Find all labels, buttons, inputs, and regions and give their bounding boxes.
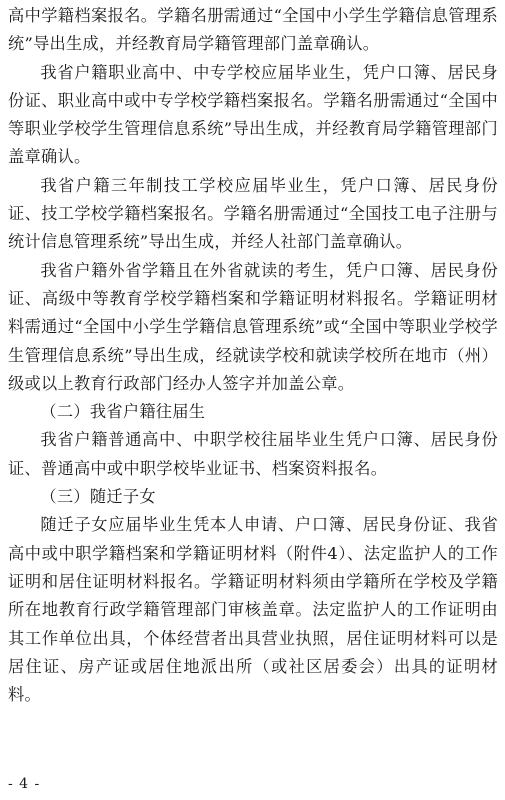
paragraph-technical-school: 我省户籍三年制技工学校应届毕业生，凭户口簿、居民身份证、技工学校学籍档案报名。学籍名册需通过“全国技工电子注册与统计信息管理系统”导出生成，并经人社部门盖章确认。 bbox=[8, 175, 498, 252]
section-heading-migrant-children: （三）随迁子女 bbox=[40, 487, 156, 507]
document-body bbox=[8, 2, 498, 709]
section-heading-previous-graduates: （二）我省户籍往届生 bbox=[40, 402, 206, 422]
paragraph-continuation: 高中学籍档案报名。学籍名册需通过“全国中小学生学籍信息管理系统”导出生成，并经教育局学籍管理部门盖章确认。 bbox=[8, 6, 498, 54]
page-number: - 4 - bbox=[8, 776, 41, 792]
paragraph-out-of-province-students: 我省户籍外省学籍且在外省就读的考生，凭户口簿、居民身份证、高级中等教育学校学籍档案和学籍证明材料报名。学籍证明材料需通过“全国中小学生学籍信息管理系统”或“全国中等职业学校学生管理信息系统”导出生成，经就读学校和就读学校所在地市（州）级或以上教育行政部门经办人签字并加盖公章。 bbox=[8, 260, 498, 393]
paragraph-previous-graduates: 我省户籍普通高中、中职学校往届毕业生凭户口簿、居民身份证、普通高中或中职学校毕业证书、档案资料报名。 bbox=[8, 430, 498, 478]
paragraph-vocational-high-school: 我省户籍职业高中、中专学校应届毕业生，凭户口簿、居民身份证、职业高中或中专学校学籍档案报名。学籍名册需通过“全国中等职业学校学生管理信息系统”导出生成，并经教育局学籍管理部门盖章确认。 bbox=[8, 62, 498, 167]
paragraph-migrant-children: 随迁子女应届毕业生凭本人申请、户口簿、居民身份证、我省高中或中职学籍档案和学籍证明材料（附件4）、法定监护人的工作证明和居住证明材料报名。学籍证明材料须由学籍所在学校及学籍所在地教育行政学籍管理部门审核盖章。法定监护人的工作证明由其工作单位出具，个体经营者出具营业执照，居住证明材料可以是居住证、房产证或居住地派出所（或社区居委会）出具的证明材料。 bbox=[8, 515, 498, 705]
